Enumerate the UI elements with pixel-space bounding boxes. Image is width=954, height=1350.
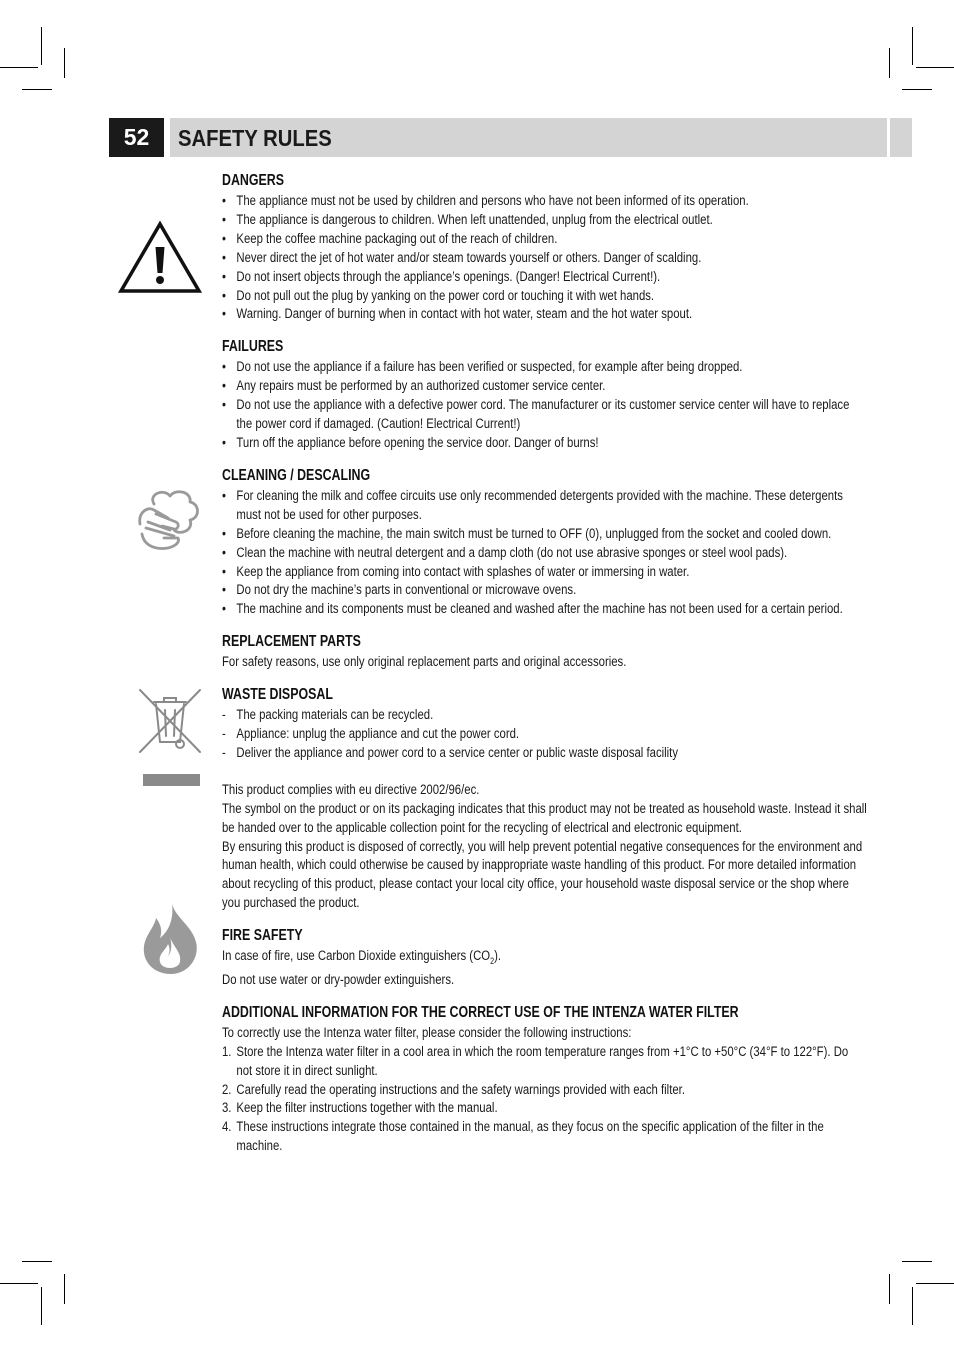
cleaning-list bbox=[222, 487, 867, 619]
crop-mark bbox=[22, 89, 52, 90]
list-item bbox=[222, 230, 867, 249]
list-item bbox=[222, 1043, 867, 1081]
list-item bbox=[222, 744, 867, 763]
flame-icon bbox=[140, 902, 202, 976]
list-item bbox=[222, 581, 867, 600]
filter-intro: To correctly use the Intenza water filter, please consider the following instructions: bbox=[222, 1024, 632, 1041]
fire-text-part: In case of fire, use Carbon Dioxide extinguishers (CO bbox=[222, 948, 491, 965]
bullet-marker: • bbox=[222, 582, 226, 599]
list-item-text: Clean the machine with neutral detergent and a damp cloth (do not use abrasive sponges or steel wool pads). bbox=[236, 544, 788, 561]
list-item-text: Do not dry the machine’s parts in conventional or microwave ovens. bbox=[236, 582, 577, 599]
number-marker: 2. bbox=[222, 1081, 232, 1098]
bullet-marker: • bbox=[222, 487, 226, 504]
list-item-text: Do not pull out the plug by yanking on the power cord or touching it with wet hands. bbox=[236, 287, 655, 304]
list-item-text: Do not use the appliance if a failure has been verified or suspected, for example after being dropped. bbox=[236, 359, 743, 376]
list-item bbox=[222, 600, 867, 619]
list-item bbox=[222, 1081, 867, 1100]
list-item-text: These instructions integrate those contained in the manual, as they focus on the specific application of the filter in the machine. bbox=[236, 1119, 824, 1155]
hand-cleaning-icon bbox=[134, 488, 206, 554]
replacement-section bbox=[222, 631, 867, 672]
list-item-text: The machine and its components must be cleaned and washed after the machine has not been used for a certain period. bbox=[236, 601, 843, 618]
list-item-text: Before cleaning the machine, the main switch must be turned to OFF (0), unplugged from the socket and cooled down. bbox=[236, 525, 832, 542]
list-item-text: Do not use the appliance with a defective power cord. The manufacturer or its customer service center will have to replace the power cord if damaged. (Caution! Electrical Current!) bbox=[236, 397, 850, 433]
crop-mark bbox=[22, 1261, 52, 1262]
list-item bbox=[222, 487, 867, 525]
fire-text: Do not use water or dry-powder extinguishers. bbox=[222, 971, 455, 988]
bullet-marker: • bbox=[222, 434, 226, 451]
dangers-heading: DANGERS bbox=[222, 172, 285, 189]
crop-mark bbox=[889, 48, 890, 78]
bullet-marker: • bbox=[222, 544, 226, 561]
fire-text bbox=[222, 947, 867, 971]
list-item bbox=[222, 211, 867, 230]
crop-mark bbox=[912, 1287, 913, 1325]
list-item bbox=[222, 1118, 867, 1156]
replacement-text: For safety reasons, use only original replacement parts and original accessories. bbox=[222, 654, 627, 671]
content-column bbox=[222, 170, 867, 1168]
crop-mark bbox=[902, 89, 932, 90]
fire-section bbox=[222, 925, 867, 990]
list-item bbox=[222, 287, 867, 306]
list-item-text: For cleaning the milk and coffee circuits use only recommended detergents provided with the machine. These detergents must not be used for other purposes. bbox=[236, 487, 843, 523]
list-item bbox=[222, 358, 867, 377]
waste-paragraph: The symbol on the product or on its packaging indicates that this product may not be treated as household waste. Instead it shall be handed over to the applicable collection point for the recycling of electrical and electronic equipment. bbox=[222, 800, 867, 836]
list-item-text: Keep the appliance from coming into contact with splashes of water or immersing in water. bbox=[236, 563, 690, 580]
header-divider bbox=[887, 118, 890, 157]
replacement-heading: REPLACEMENT PARTS bbox=[222, 633, 361, 651]
list-item bbox=[222, 434, 867, 453]
number-marker: 4. bbox=[222, 1119, 232, 1136]
list-item-text: The appliance must not be used by children and persons who have not been informed of its operation. bbox=[236, 193, 749, 209]
bullet-marker: • bbox=[222, 230, 226, 247]
cleaning-section bbox=[222, 465, 867, 619]
list-item-text: Keep the filter instructions together with the manual. bbox=[236, 1100, 498, 1117]
list-item bbox=[222, 706, 867, 725]
list-item-text: Carefully read the operating instructions and the safety warnings provided with each filter. bbox=[236, 1081, 685, 1098]
cleaning-heading: CLEANING / DESCALING bbox=[222, 466, 371, 484]
bullet-marker: • bbox=[222, 397, 226, 414]
bullet-marker: • bbox=[222, 249, 226, 266]
filter-section bbox=[222, 1002, 867, 1156]
crop-mark bbox=[41, 27, 42, 65]
dash-marker: - bbox=[222, 744, 226, 761]
list-item-text: Keep the coffee machine packaging out of the reach of children. bbox=[236, 230, 558, 247]
bullet-marker: • bbox=[222, 359, 226, 376]
dangers-section bbox=[222, 170, 867, 324]
crop-mark bbox=[912, 27, 913, 65]
number-marker: 3. bbox=[222, 1100, 232, 1117]
page-title: SAFETY RULES bbox=[178, 125, 332, 151]
list-item bbox=[222, 725, 867, 744]
crop-mark bbox=[916, 1283, 954, 1284]
list-item-text: The appliance is dangerous to children. When left unattended, unplug from the electrical outlet. bbox=[236, 211, 713, 228]
bullet-marker: • bbox=[222, 306, 226, 323]
list-item bbox=[222, 1099, 867, 1118]
list-item bbox=[222, 396, 867, 434]
list-item-text: Never direct the jet of hot water and/or steam towards yourself or others. Danger of scalding. bbox=[236, 249, 702, 266]
bullet-marker: • bbox=[222, 378, 226, 395]
failures-heading: FAILURES bbox=[222, 338, 284, 356]
bullet-marker: • bbox=[222, 193, 226, 209]
crop-mark bbox=[0, 67, 38, 68]
failures-section bbox=[222, 336, 867, 453]
list-item-text: Do not insert objects through the appliance’s openings. (Danger! Electrical Current!). bbox=[236, 268, 661, 285]
list-item bbox=[222, 563, 867, 582]
list-item-text: Turn off the appliance before opening the service door. Danger of burns! bbox=[236, 434, 599, 451]
failures-list bbox=[222, 358, 867, 453]
bullet-marker: • bbox=[222, 525, 226, 542]
list-item bbox=[222, 305, 867, 324]
waste-heading: WASTE DISPOSAL bbox=[222, 686, 333, 704]
bullet-marker: • bbox=[222, 268, 226, 285]
list-item-text: The packing materials can be recycled. bbox=[236, 707, 434, 724]
crop-mark bbox=[902, 1261, 932, 1262]
list-item bbox=[222, 525, 867, 544]
list-item-text: Store the Intenza water filter in a cool area in which the room temperature ranges from +1°C to +50°C (34°F to 122°F). Do not store it in direct sunlight. bbox=[236, 1043, 849, 1079]
crop-mark bbox=[889, 1274, 890, 1304]
list-item-text: Any repairs must be performed by an authorized customer service center. bbox=[236, 378, 606, 395]
crop-mark bbox=[41, 1287, 42, 1325]
filter-list bbox=[222, 1043, 867, 1156]
bullet-marker: • bbox=[222, 563, 226, 580]
waste-section bbox=[222, 684, 867, 913]
list-item bbox=[222, 544, 867, 563]
bullet-marker: • bbox=[222, 287, 226, 304]
list-item bbox=[222, 192, 867, 211]
list-item-text: Deliver the appliance and power cord to a service center or public waste disposal facility bbox=[236, 744, 679, 761]
header-divider bbox=[164, 118, 170, 157]
waste-directive: This product complies with eu directive 2002/96/ec. bbox=[222, 781, 480, 798]
fire-subscript: 2 bbox=[490, 956, 495, 967]
number-marker: 1. bbox=[222, 1043, 232, 1060]
waste-bar bbox=[143, 774, 200, 786]
crop-mark bbox=[0, 1283, 38, 1284]
crossed-bin-icon bbox=[138, 688, 202, 754]
list-item bbox=[222, 377, 867, 396]
crop-mark bbox=[64, 48, 65, 78]
dash-marker: - bbox=[222, 726, 226, 743]
crop-mark bbox=[916, 67, 954, 68]
waste-paragraph: By ensuring this product is disposed of correctly, you will help prevent potential negative consequences for the environment and human health, which could otherwise be caused by inappropriate waste handling of this product. For more detailed information about recycling of this product, please contact your local city office, your household waste disposal service or the shop where you purchased the product. bbox=[222, 838, 863, 912]
waste-list bbox=[222, 706, 867, 763]
list-item bbox=[222, 268, 867, 287]
dash-marker: - bbox=[222, 707, 226, 724]
bullet-marker: • bbox=[222, 601, 226, 618]
fire-text-part: ). bbox=[494, 948, 502, 965]
list-item-text: Appliance: unplug the appliance and cut the power cord. bbox=[236, 726, 520, 743]
bullet-marker: • bbox=[222, 211, 226, 228]
list-item-text: Warning. Danger of burning when in contact with hot water, steam and the hot water spout. bbox=[236, 306, 693, 323]
page-number: 52 bbox=[109, 118, 164, 157]
fire-heading: FIRE SAFETY bbox=[222, 927, 303, 945]
list-item bbox=[222, 249, 867, 268]
warning-triangle-icon bbox=[118, 220, 202, 294]
filter-heading: ADDITIONAL INFORMATION FOR THE CORRECT USE OF THE INTENZA WATER FILTER bbox=[222, 1003, 739, 1021]
dangers-list bbox=[222, 192, 867, 324]
crop-mark bbox=[64, 1274, 65, 1304]
